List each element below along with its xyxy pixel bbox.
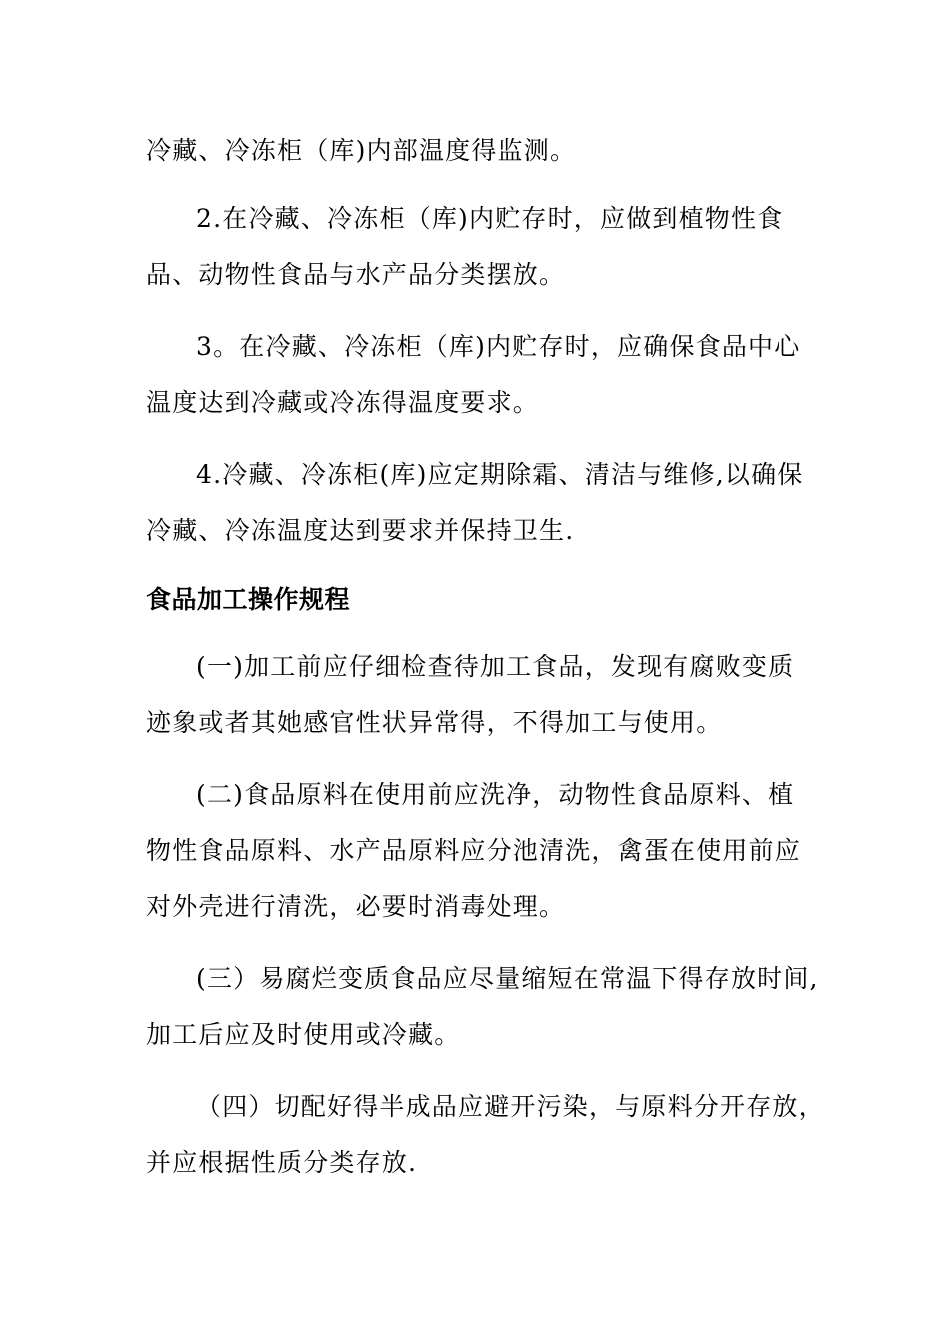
paragraph-0-line-1: 冷藏、冷冻柜（库)内部温度得监测。 bbox=[146, 136, 577, 165]
paragraph-6-line-1: (三）易腐烂变质食品应尽量缩短在常温下得存放时间, bbox=[196, 964, 819, 993]
paragraph-3-line-2: 冷藏、冷冻温度达到要求并保持卫生. bbox=[146, 516, 575, 545]
paragraph-2-line-2: 温度达到冷藏或冷冻得温度要求。 bbox=[146, 388, 540, 417]
paragraph-5-line-3: 对外壳进行清洗，必要时消毒处理。 bbox=[146, 892, 566, 921]
paragraph-7-line-1: （四）切配好得半成品应避开污染，与原料分开存放， bbox=[196, 1092, 825, 1121]
paragraph-2-line-1: 3。在冷藏、冷冻柜（库)内贮存时，应确保食品中心 bbox=[196, 332, 801, 361]
paragraph-3-line-1: 4.冷藏、冷冻柜(库)应定期除霜、清洁与维修,以确保 bbox=[196, 460, 804, 489]
paragraph-1-line-1: 2.在冷藏、冷冻柜（库)内贮存时，应做到植物性食 bbox=[196, 204, 784, 233]
paragraph-1-line-2: 品、动物性食品与水产品分类摆放。 bbox=[146, 260, 566, 289]
paragraph-7-line-2: 并应根据性质分类存放. bbox=[146, 1148, 418, 1177]
paragraph-5-line-2: 物性食品原料、水产品原料应分池清洗，禽蛋在使用前应 bbox=[146, 836, 802, 865]
paragraph-4-line-1: (一)加工前应仔细检查待加工食品，发现有腐败变质 bbox=[196, 652, 795, 681]
paragraph-6-line-2: 加工后应及时使用或冷藏。 bbox=[146, 1020, 461, 1049]
paragraph-5-line-1: (二)食品原料在使用前应洗净，动物性食品原料、植 bbox=[196, 780, 795, 809]
section-heading: 食品加工操作规程 bbox=[146, 585, 351, 614]
paragraph-4-line-2: 迹象或者其她感官性状异常得，不得加工与使用。 bbox=[146, 708, 723, 737]
